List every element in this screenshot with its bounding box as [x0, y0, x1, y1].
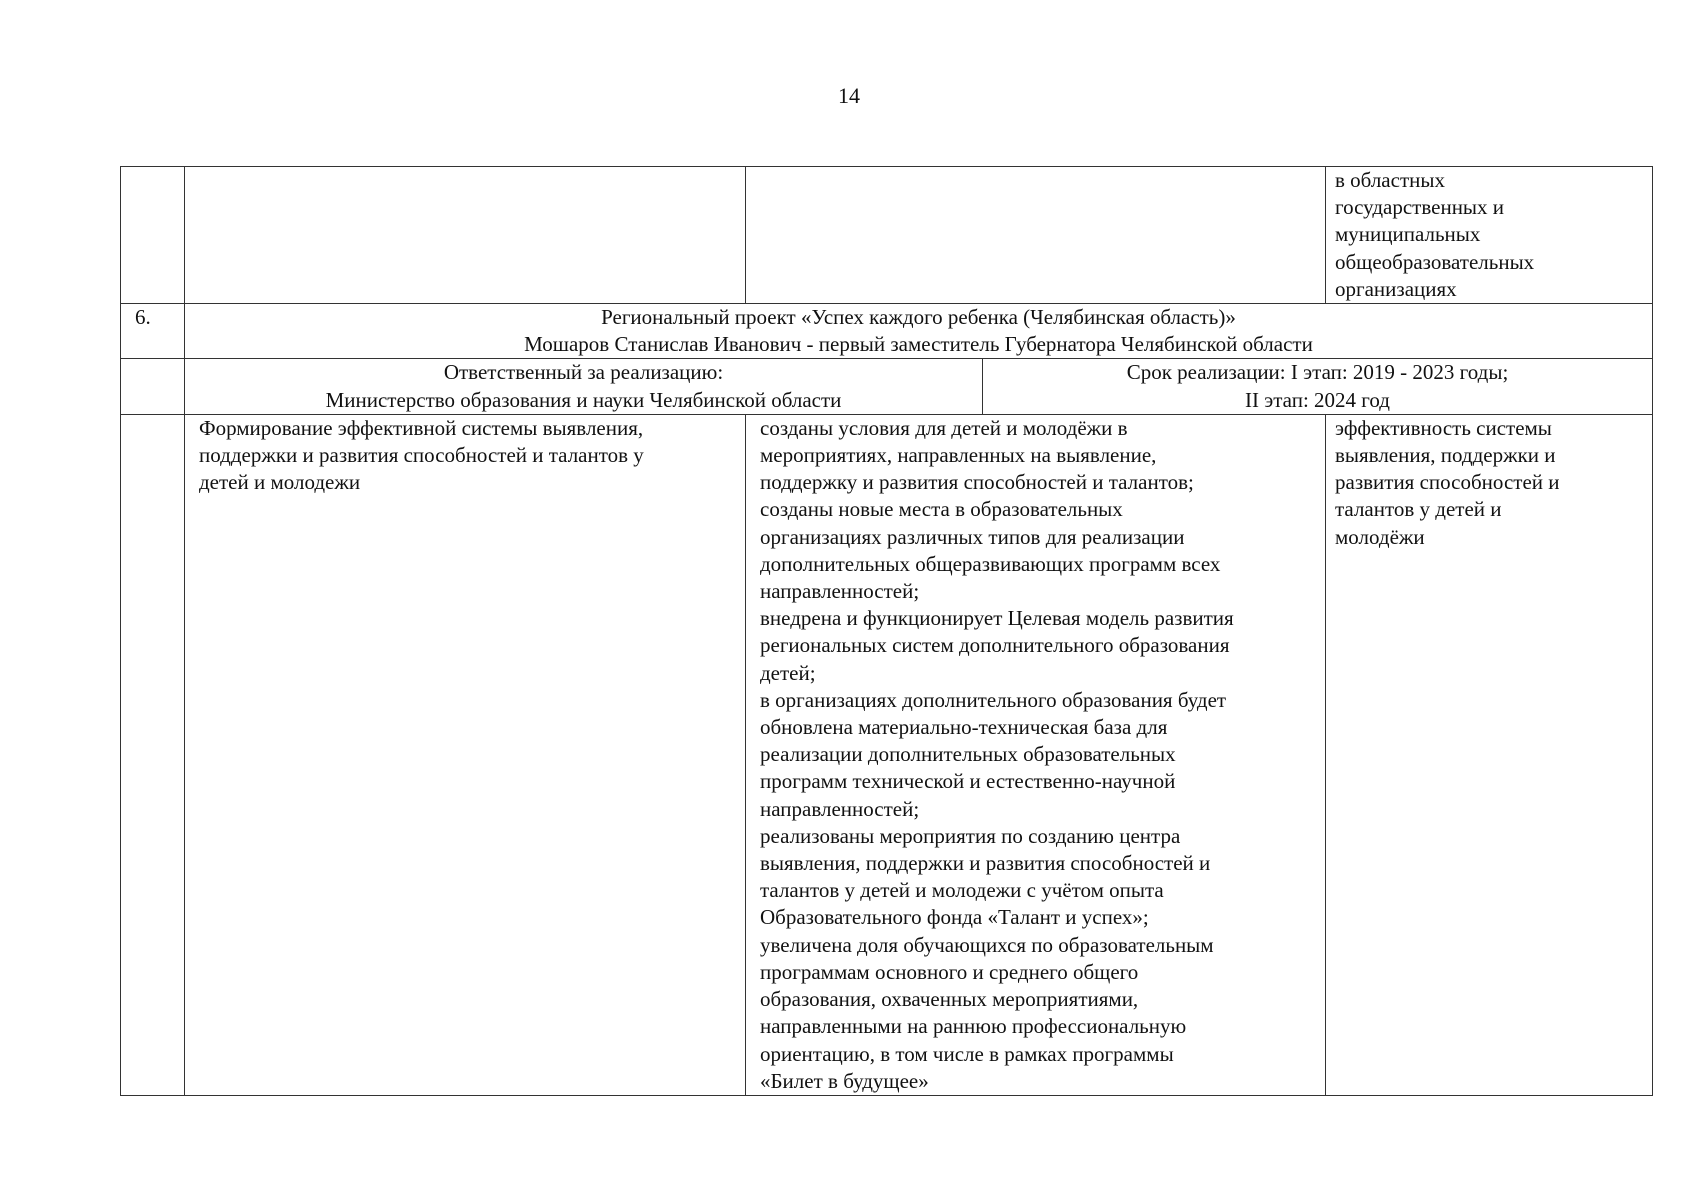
- project-title: Региональный проект «Успех каждого ребенка (Челябинская область)»: [601, 305, 1236, 330]
- term-cell: [983, 359, 1653, 414]
- result-line: региональных систем дополнительного образования: [760, 633, 1230, 658]
- cell-indicator-continuation: [1326, 167, 1653, 304]
- results-cell: [746, 414, 1326, 1095]
- result-line: детей;: [760, 660, 816, 685]
- indicator-line: развития способностей и: [1335, 470, 1560, 495]
- result-line: направленностей;: [760, 579, 920, 604]
- result-line: направленными на раннюю профессиональную: [760, 1014, 1187, 1039]
- result-line: поддержку и развития способностей и талантов;: [760, 470, 1194, 495]
- indicator-line: эффективность системы: [1335, 415, 1552, 440]
- result-line: Образовательного фонда «Талант и успех»;: [760, 905, 1149, 930]
- cell-results-empty: [746, 167, 1326, 304]
- program-table: [120, 166, 1653, 1096]
- cell-number-empty: [121, 359, 185, 414]
- indicator-line: выявления, поддержки и: [1335, 443, 1556, 468]
- cell-task-empty: [185, 167, 746, 304]
- indicator-line: молодёжи: [1335, 524, 1425, 549]
- result-line: мероприятиях, направленных на выявление,: [760, 443, 1157, 468]
- result-line: дополнительных общеразвивающих программ всех: [760, 551, 1221, 576]
- task-line: поддержки и развития способностей и талантов у: [199, 443, 644, 468]
- result-line: организациях различных типов для реализации: [760, 524, 1185, 549]
- term-line-2: II этап: 2024 год: [1245, 387, 1390, 412]
- result-line: обновлена материально-техническая база для: [760, 715, 1168, 740]
- project-number: 6.: [121, 304, 185, 359]
- project-header-cell: [185, 304, 1653, 359]
- table-row-continuation: [121, 167, 1653, 304]
- table-row-project-header: [121, 304, 1653, 359]
- indicator-line: общеобразовательных: [1335, 249, 1535, 274]
- indicator-line: муниципальных: [1335, 222, 1481, 247]
- indicator-line: в областных: [1335, 168, 1445, 192]
- result-line: ориентацию, в том числе в рамках программы: [760, 1041, 1174, 1066]
- task-line: детей и молодежи: [199, 470, 361, 495]
- page-number: 14: [838, 83, 860, 108]
- table-row-task: [121, 414, 1653, 1095]
- indicator-line: талантов у детей и: [1335, 497, 1502, 522]
- result-line: талантов у детей и молодежи с учётом опыта: [760, 878, 1164, 903]
- result-line: реализации дополнительных образовательных: [760, 742, 1176, 767]
- result-line: образования, охваченных мероприятиями,: [760, 987, 1139, 1012]
- result-line: выявления, поддержки и развития способностей и: [760, 851, 1211, 876]
- table-row-responsible: [121, 359, 1653, 414]
- result-line: созданы новые места в образовательных: [760, 497, 1123, 522]
- term-line-1: Срок реализации: I этап: 2019 - 2023 годы;: [1126, 360, 1509, 385]
- result-line: внедрена и функционирует Целевая модель развития: [760, 606, 1234, 631]
- result-line: программам основного и среднего общего: [760, 959, 1139, 984]
- result-line: «Билет в будущее»: [760, 1068, 929, 1093]
- indicator-line: государственных и: [1335, 195, 1505, 220]
- result-line: созданы условия для детей и молодёжи в: [760, 415, 1128, 440]
- responsible-organization: Министерство образования и науки Челябинской области: [325, 387, 842, 412]
- indicator-cell: [1326, 414, 1653, 1095]
- result-line: направленностей;: [760, 796, 920, 821]
- responsible-label: Ответственный за реализацию:: [443, 360, 724, 385]
- result-line: в организациях дополнительного образования будет: [760, 687, 1227, 712]
- result-line: программ технической и естественно-научной: [760, 769, 1176, 794]
- project-curator: Мошаров Станислав Иванович - первый заместитель Губернатора Челябинской области: [524, 332, 1313, 357]
- cell-number-empty: [121, 167, 185, 304]
- indicator-line: организациях: [1335, 276, 1457, 301]
- task-line: Формирование эффективной системы выявления,: [199, 415, 644, 440]
- task-cell: [185, 414, 746, 1095]
- result-line: реализованы мероприятия по созданию центра: [760, 823, 1181, 848]
- responsible-cell: [185, 359, 983, 414]
- result-line: увеличена доля обучающихся по образовательным: [760, 932, 1214, 957]
- cell-number-empty: [121, 414, 185, 1095]
